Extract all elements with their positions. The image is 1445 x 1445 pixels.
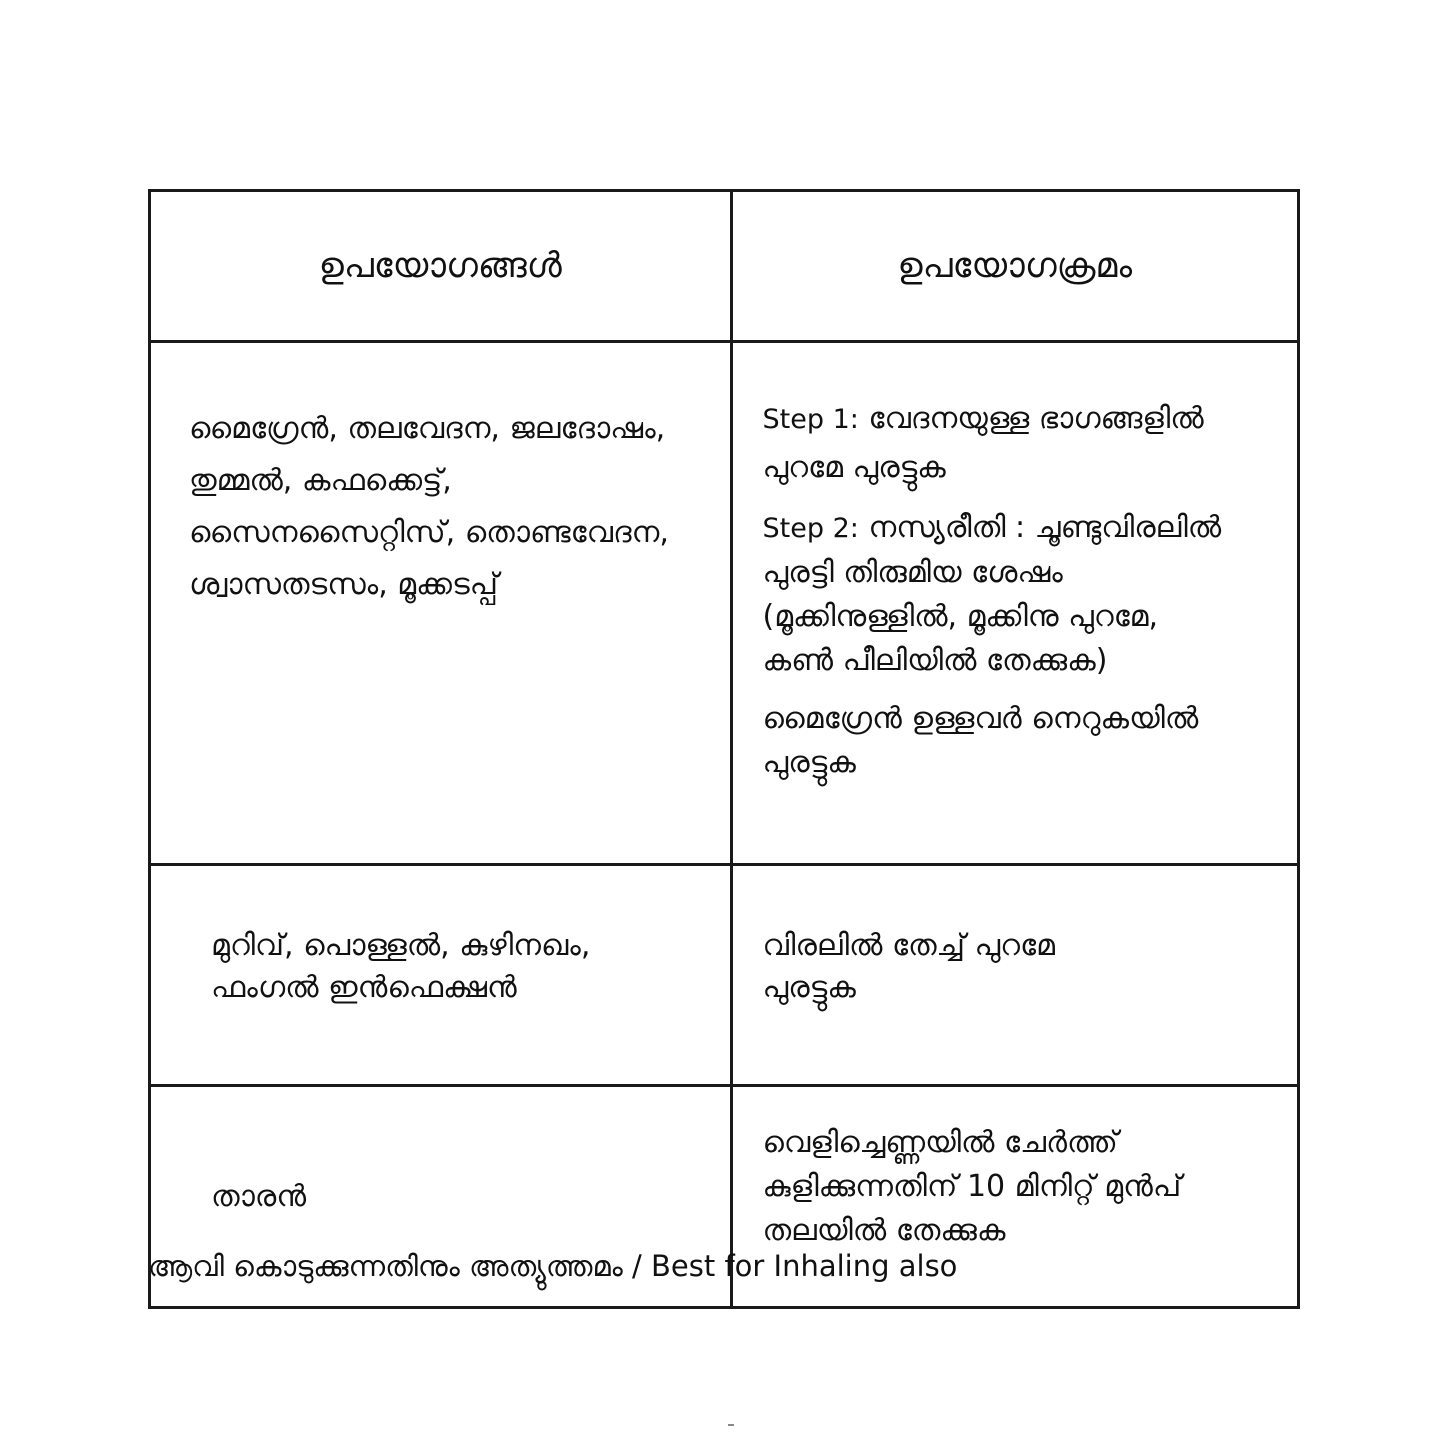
- uses-cell: [150, 865, 732, 1086]
- method-line: പുരട്ടുക: [762, 970, 856, 1005]
- header-method: ഉപയോഗക്രമം: [731, 191, 1298, 342]
- step-2-label: Step 2:: [762, 513, 859, 544]
- step-1: [763, 395, 1283, 492]
- uses-line: തുമ്മൽ, കഫക്കെട്ട്,: [189, 463, 452, 498]
- method-text: [763, 925, 1277, 1009]
- table-row: [150, 865, 1299, 1086]
- uses-line: സൈനസൈറ്റിസ്, തൊണ്ടവേദന,: [189, 515, 669, 550]
- uses-text: [189, 403, 710, 611]
- uses-cell: [150, 342, 732, 865]
- method-line: തലയിൽ തേക്കുക: [762, 1213, 1006, 1248]
- uses-line: ഫംഗൽ ഇൻഫെക്ഷൻ: [211, 970, 517, 1005]
- step-2-line2: പുരട്ടി തിരുമിയ ശേഷം: [762, 555, 1063, 590]
- method-cell: [731, 865, 1298, 1086]
- header-uses: ഉപയോഗങ്ങൾ: [150, 191, 732, 342]
- note-line1: മൈഗ്രേൻ ഉള്ളവർ നെറുകയിൽ: [762, 701, 1199, 736]
- step-1-label: Step 1:: [762, 404, 859, 435]
- step-1-text: വേദനയുള്ള ഭാഗങ്ങളിൽ: [858, 401, 1204, 436]
- uses-line: ശ്വാസതടസം, മൂക്കടപ്പ്: [189, 567, 498, 602]
- step-2-text: നസ്യരീതി : ചൂണ്ടുവിരലിൽ: [858, 510, 1222, 545]
- uses-line: താരൻ: [211, 1178, 307, 1214]
- step-2: [763, 506, 1283, 683]
- step-2-line3: (മൂക്കിനുള്ളിൽ, മൂക്കിനു പുറമേ,: [762, 599, 1159, 634]
- table-header-row: [150, 191, 1299, 342]
- method-text: [763, 1121, 1283, 1253]
- usage-table: [148, 189, 1300, 1309]
- method-line: വെളിച്ചെണ്ണയിൽ ചേർത്ത്: [762, 1125, 1118, 1160]
- table-row: [150, 342, 1299, 865]
- footnote: ആവി കൊടുക്കുന്നതിനും അത്യുത്തമം / Best for Inhaling also: [148, 1249, 958, 1283]
- step-2-line4: കൺ പീലിയിൽ തേക്കുക): [762, 643, 1108, 678]
- uses-line: മുറിവ്, പൊള്ളൽ, കുഴിനഖം,: [211, 928, 591, 963]
- step-1-line2: പുറമേ പുരട്ടുക: [762, 450, 946, 485]
- uses-line: മൈഗ്രേൻ, തലവേദന, ജലദോഷം,: [189, 411, 666, 446]
- bottom-mark: [728, 1424, 734, 1426]
- method-line: കുളിക്കുന്നതിന് 10 മിനിറ്റ് മുൻപ്: [762, 1169, 1182, 1204]
- uses-text: [211, 925, 710, 1009]
- method-line: വിരലിൽ തേച്ച് പുറമേ: [762, 928, 1055, 963]
- migraine-note: [763, 697, 1283, 785]
- note-line2: പുരട്ടുക: [762, 745, 856, 780]
- method-cell: [731, 342, 1298, 865]
